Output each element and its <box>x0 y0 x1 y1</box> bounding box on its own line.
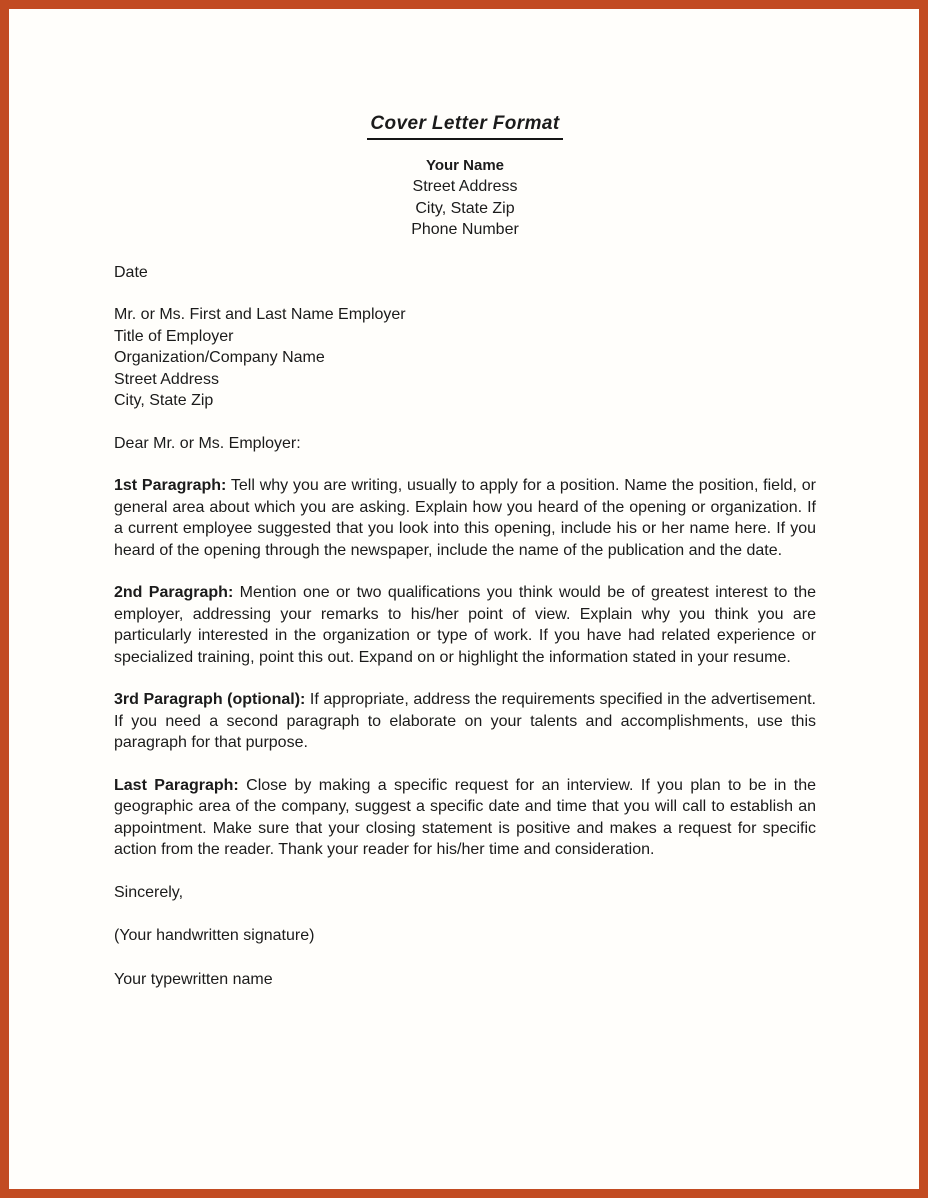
typed-name-line: Your typewritten name <box>114 970 273 988</box>
paragraph-2 <box>114 582 816 668</box>
recipient-title: Title of Employer <box>114 327 234 345</box>
letter-header <box>114 113 816 241</box>
paragraph-1-label: 1st Paragraph: <box>114 477 227 494</box>
paragraph-4-text: Close by making a specific request for an interview. If you plan to be in the geographic area of the company, suggest a specific date and time that you will call to establish an appointment. Make sure that your closing statement is positive and makes a request for specific action from the reader. Thank your reader for his/her time and consideration. <box>114 776 817 858</box>
sender-block <box>114 156 816 241</box>
recipient-organization: Organization/Company Name <box>114 349 325 366</box>
paragraph-3-text: If appropriate, address the requirements specified in the advertisement. If you need a second paragraph to elaborate on your talents and accomplishments, use this paragraph for that purpose. <box>114 691 816 751</box>
page-title <box>114 113 816 140</box>
paragraph-2-label: 2nd Paragraph: <box>114 584 234 601</box>
paragraph-3 <box>114 689 816 754</box>
paragraph-3-label: 3rd Paragraph (optional): <box>114 691 306 708</box>
recipient-name: Mr. or Ms. First and Last Name Employer <box>114 306 406 323</box>
sender-phone: Phone Number <box>411 221 519 238</box>
closing-line: Sincerely, <box>114 883 184 901</box>
cover-letter-document <box>9 9 919 1189</box>
paragraph-1-text: Tell why you are writing, usually to apply for a position. Name the position, field, or general area about which you are asking. Explain how you heard of the opening or organization. If a current employee suggested that you look into this opening, include his or her name here. If you heard of the opening through the newspaper, include the name of the publication and the date. <box>114 477 817 559</box>
recipient-street: Street Address <box>114 370 219 388</box>
recipient-city: City, State Zip <box>114 392 214 409</box>
paragraph-4 <box>114 775 816 861</box>
sender-street: Street Address <box>412 178 518 195</box>
paragraph-2-text: Mention one or two qualifications you think would be of greatest interest to the employer, addressing your remarks to his/her point of view. Explain why you think you are particularly interested in the organization or type of work. If you have had related experience or specialized training, point this out. Expand on or highlight the information stated in your resume. <box>114 584 817 666</box>
sender-name: Your Name <box>425 157 505 174</box>
paragraph-4-label: Last Paragraph: <box>114 776 239 794</box>
salutation-line: Dear Mr. or Ms. Employer: <box>114 434 301 452</box>
paragraph-1 <box>114 475 816 561</box>
sender-city: City, State Zip <box>415 199 515 217</box>
page-title-text: Cover Letter Format <box>367 113 562 140</box>
date-line: Date <box>114 263 148 281</box>
signature-placeholder: (Your handwritten signature) <box>114 927 315 944</box>
recipient-block <box>114 304 816 412</box>
